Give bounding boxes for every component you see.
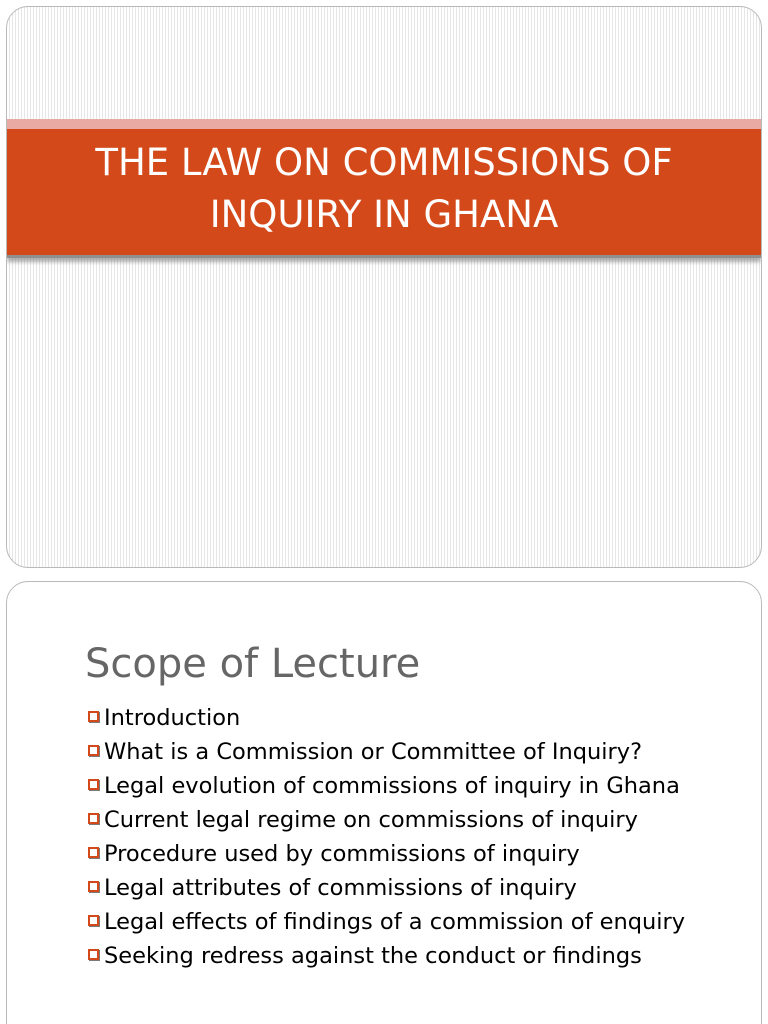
title-slide: [6, 6, 762, 568]
hollow-square-bullet-icon: [88, 881, 99, 892]
list-item-text: Legal evolution of commissions of inquiry in Ghana: [104, 773, 680, 799]
list-item-text: Legal attributes of commissions of inquiry: [104, 875, 577, 901]
list-item: [87, 737, 727, 768]
list-item-text: What is a Commission or Committee of Inquiry?: [104, 739, 643, 765]
list-item: [87, 839, 727, 870]
list-item: [87, 771, 727, 802]
hollow-square-bullet-icon: [88, 915, 99, 926]
slide-title-line-1: THE LAW ON COMMISSIONS OF: [95, 141, 673, 184]
slide-title-line-2: INQUIRY IN GHANA: [209, 193, 559, 236]
slide-title: [34, 137, 734, 241]
list-item-text: Seeking redress against the conduct or findings: [104, 943, 642, 969]
list-item: [87, 907, 727, 938]
hollow-square-bullet-icon: [88, 949, 99, 960]
list-item-text: Current legal regime on commissions of inquiry: [104, 807, 638, 833]
list-item-text: Procedure used by commissions of inquiry: [104, 841, 580, 867]
list-item-text: Introduction: [104, 705, 241, 731]
scope-bullet-list: [87, 703, 727, 975]
scope-slide: [6, 581, 762, 1024]
hollow-square-bullet-icon: [88, 745, 99, 756]
list-item: [87, 941, 727, 972]
title-band: [7, 129, 761, 255]
list-item: [87, 805, 727, 836]
hollow-square-bullet-icon: [88, 847, 99, 858]
title-band-accent: [7, 119, 761, 129]
hollow-square-bullet-icon: [88, 779, 99, 790]
scope-heading: Scope of Lecture: [85, 641, 421, 687]
list-item-text: Legal effects of findings of a commission of enquiry: [104, 909, 686, 935]
hollow-square-bullet-icon: [88, 711, 99, 722]
list-item: [87, 873, 727, 904]
list-item: [87, 703, 727, 734]
hollow-square-bullet-icon: [88, 813, 99, 824]
